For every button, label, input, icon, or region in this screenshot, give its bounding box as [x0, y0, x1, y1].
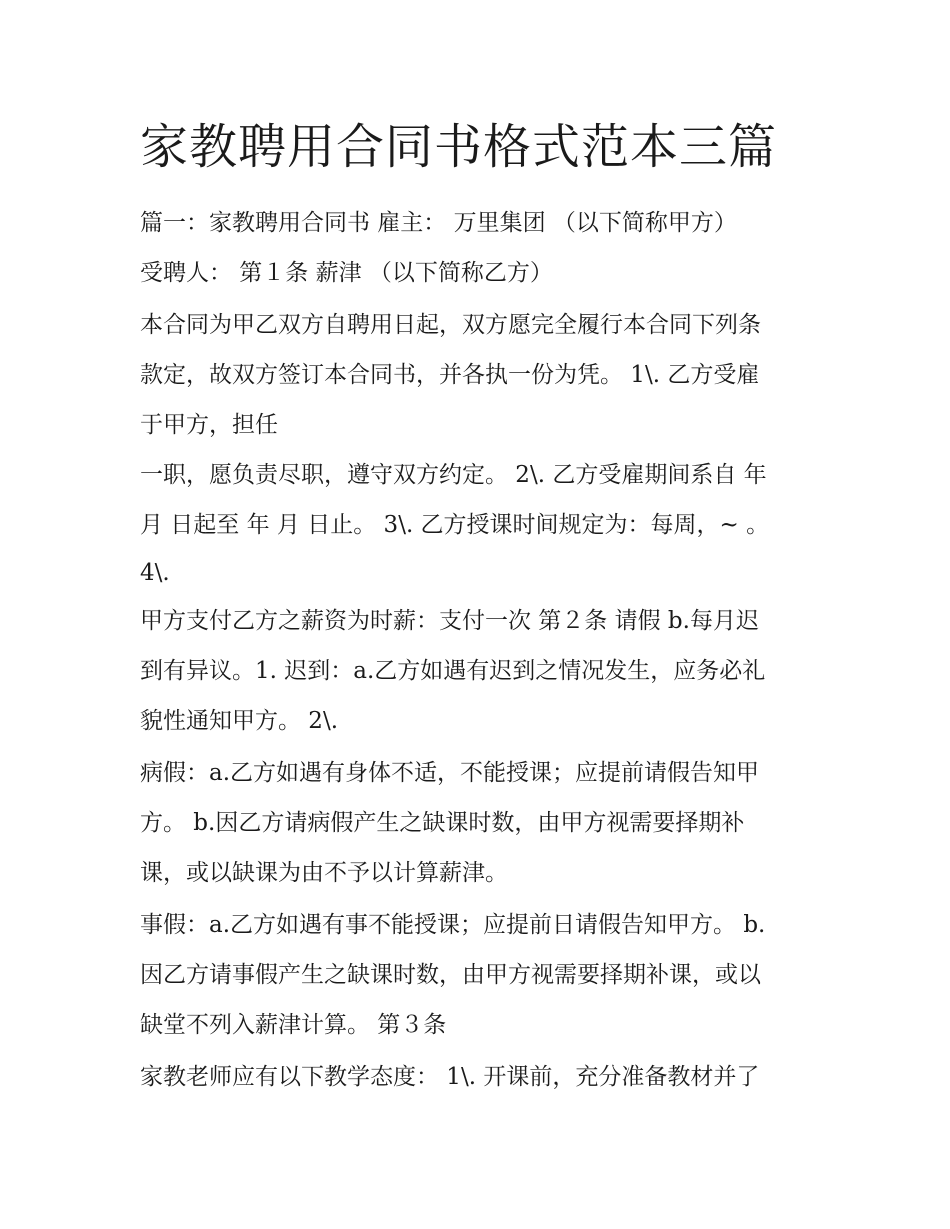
text-line: 款定，故双方签订本合同书，并各执一份为凭。 1\. 乙方受雇: [140, 362, 760, 388]
text-line: 病假：a.乙方如遇有身体不适，不能授课；应提前请假告知甲: [140, 760, 760, 786]
text-line: 篇一：家教聘用合同书 雇主： 万里集团 （以下简称甲方）: [140, 210, 737, 236]
text-line: 到有异议。1. 迟到：a.乙方如遇有迟到之情况发生，应务必礼: [140, 658, 766, 684]
text-line: 一职，愿负责尽职，遵守双方约定。 2\. 乙方受雇期间系自 年: [140, 462, 767, 488]
text-line: 方。 b.因乙方请病假产生之缺课时数，由甲方视需要择期补: [140, 810, 745, 836]
text-line: 因乙方请事假产生之缺课时数，由甲方视需要择期补课，或以: [140, 962, 761, 988]
text-line: 受聘人： 第１条 薪津 （以下简称乙方）: [140, 260, 553, 286]
text-line: 4\.: [140, 560, 170, 586]
text-line: 甲方支付乙方之薪资为时薪：支付一次 第２条 请假 b.每月迟: [140, 608, 759, 634]
text-line: 家教老师应有以下教学态度： 1\. 开课前，充分准备教材并了: [140, 1064, 760, 1090]
text-line: 月 日起至 年 月 日止。 3\. 乙方授课时间规定为：每周，~ 。: [140, 512, 770, 538]
text-line: 课，或以缺课为由不予以计算薪津。: [140, 860, 508, 886]
document-title: 家教聘用合同书格式范本三篇: [140, 119, 778, 175]
text-line: 本合同为甲乙双方自聘用日起，双方愿完全履行本合同下列条: [140, 312, 761, 338]
text-line: 貌性通知甲方。 2\.: [140, 708, 339, 734]
text-line: 于甲方，担任: [140, 412, 278, 438]
text-line: 缺堂不列入薪津计算。 第３条: [140, 1012, 447, 1038]
text-line: 事假：a.乙方如遇有事不能授课；应提前日请假告知甲方。 b.: [140, 912, 766, 938]
